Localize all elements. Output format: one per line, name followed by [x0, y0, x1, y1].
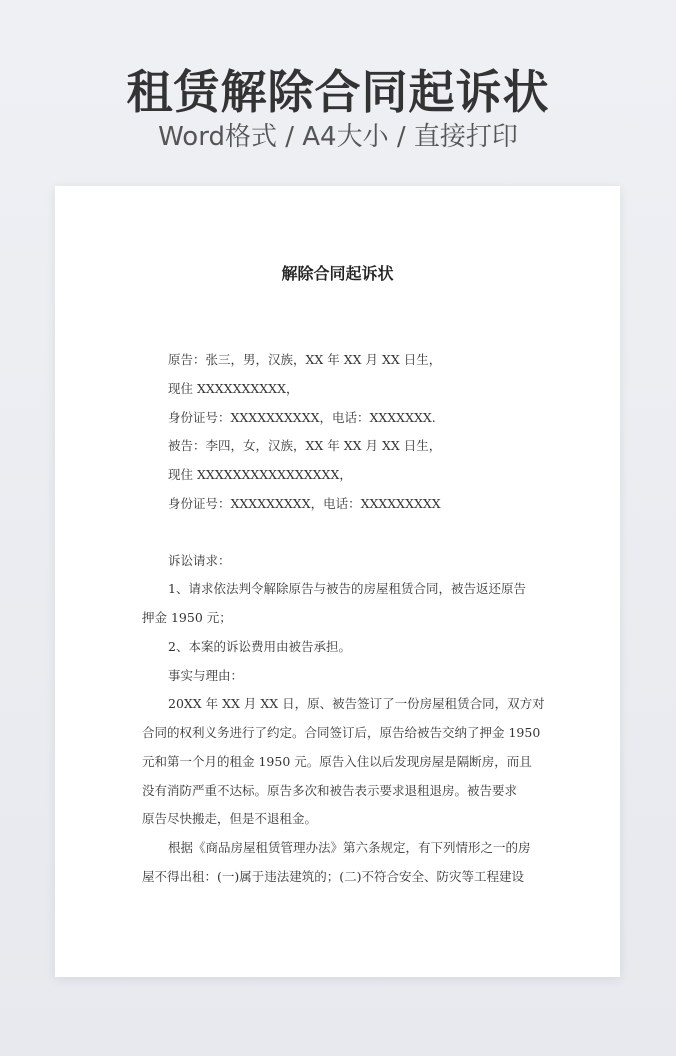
claim-1: 1、请求依法判令解除原告与被告的房屋租赁合同，被告返还原告 [168, 581, 526, 596]
plaintiff-line: 原告：张三，男，汉族，XX 年 XX 月 XX 日生， [168, 352, 442, 367]
facts-line: 20XX 年 XX 月 XX 日，原、被告签订了一份房屋租赁合同，双方对 [168, 696, 545, 711]
defendant-line: 被告：李四，女，汉族，XX 年 XX 月 XX 日生， [168, 438, 442, 453]
document-title: 解除合同起诉状 [281, 264, 394, 283]
plaintiff-id: 身份证号：XXXXXXXXXX，电话：XXXXXXX. [168, 410, 436, 425]
facts-line: 没有消防严重不达标。原告多次和被告表示要求退租退房。被告要求 [142, 783, 518, 798]
defendant-id: 身份证号：XXXXXXXXX，电话：XXXXXXXXX [168, 496, 441, 511]
law-line: 屋不得出租：(一)属于违法建筑的；(二)不符合安全、防灾等工程建设 [142, 869, 525, 884]
facts-line: 元和第一个月的租金 1950 元。原告入住以后发现房屋是隔断房，而且 [142, 754, 532, 769]
claims-heading: 诉讼请求： [168, 553, 231, 568]
facts-line: 原告尽快搬走，但是不退租金。 [142, 811, 318, 826]
header-subtitle: Word格式 / A4大小 / 直接打印 [158, 122, 518, 152]
header-title: 租赁解除合同起诉状 [126, 65, 550, 119]
plaintiff-address: 现住 XXXXXXXXXX， [168, 381, 299, 396]
law-line: 根据《商品房屋租赁管理办法》第六条规定，有下列情形之一的房 [168, 840, 531, 855]
facts-line: 合同的权利义务进行了约定。合同签订后，原告给被告交纳了押金 1950 [142, 725, 541, 740]
claim-1-cont: 押金 1950 元； [142, 610, 232, 625]
document-page [55, 186, 620, 977]
claim-2: 2、本案的诉讼费用由被告承担。 [168, 639, 351, 654]
defendant-address: 现住 XXXXXXXXXXXXXXXX， [168, 467, 352, 482]
facts-heading: 事实与理由： [168, 668, 244, 683]
